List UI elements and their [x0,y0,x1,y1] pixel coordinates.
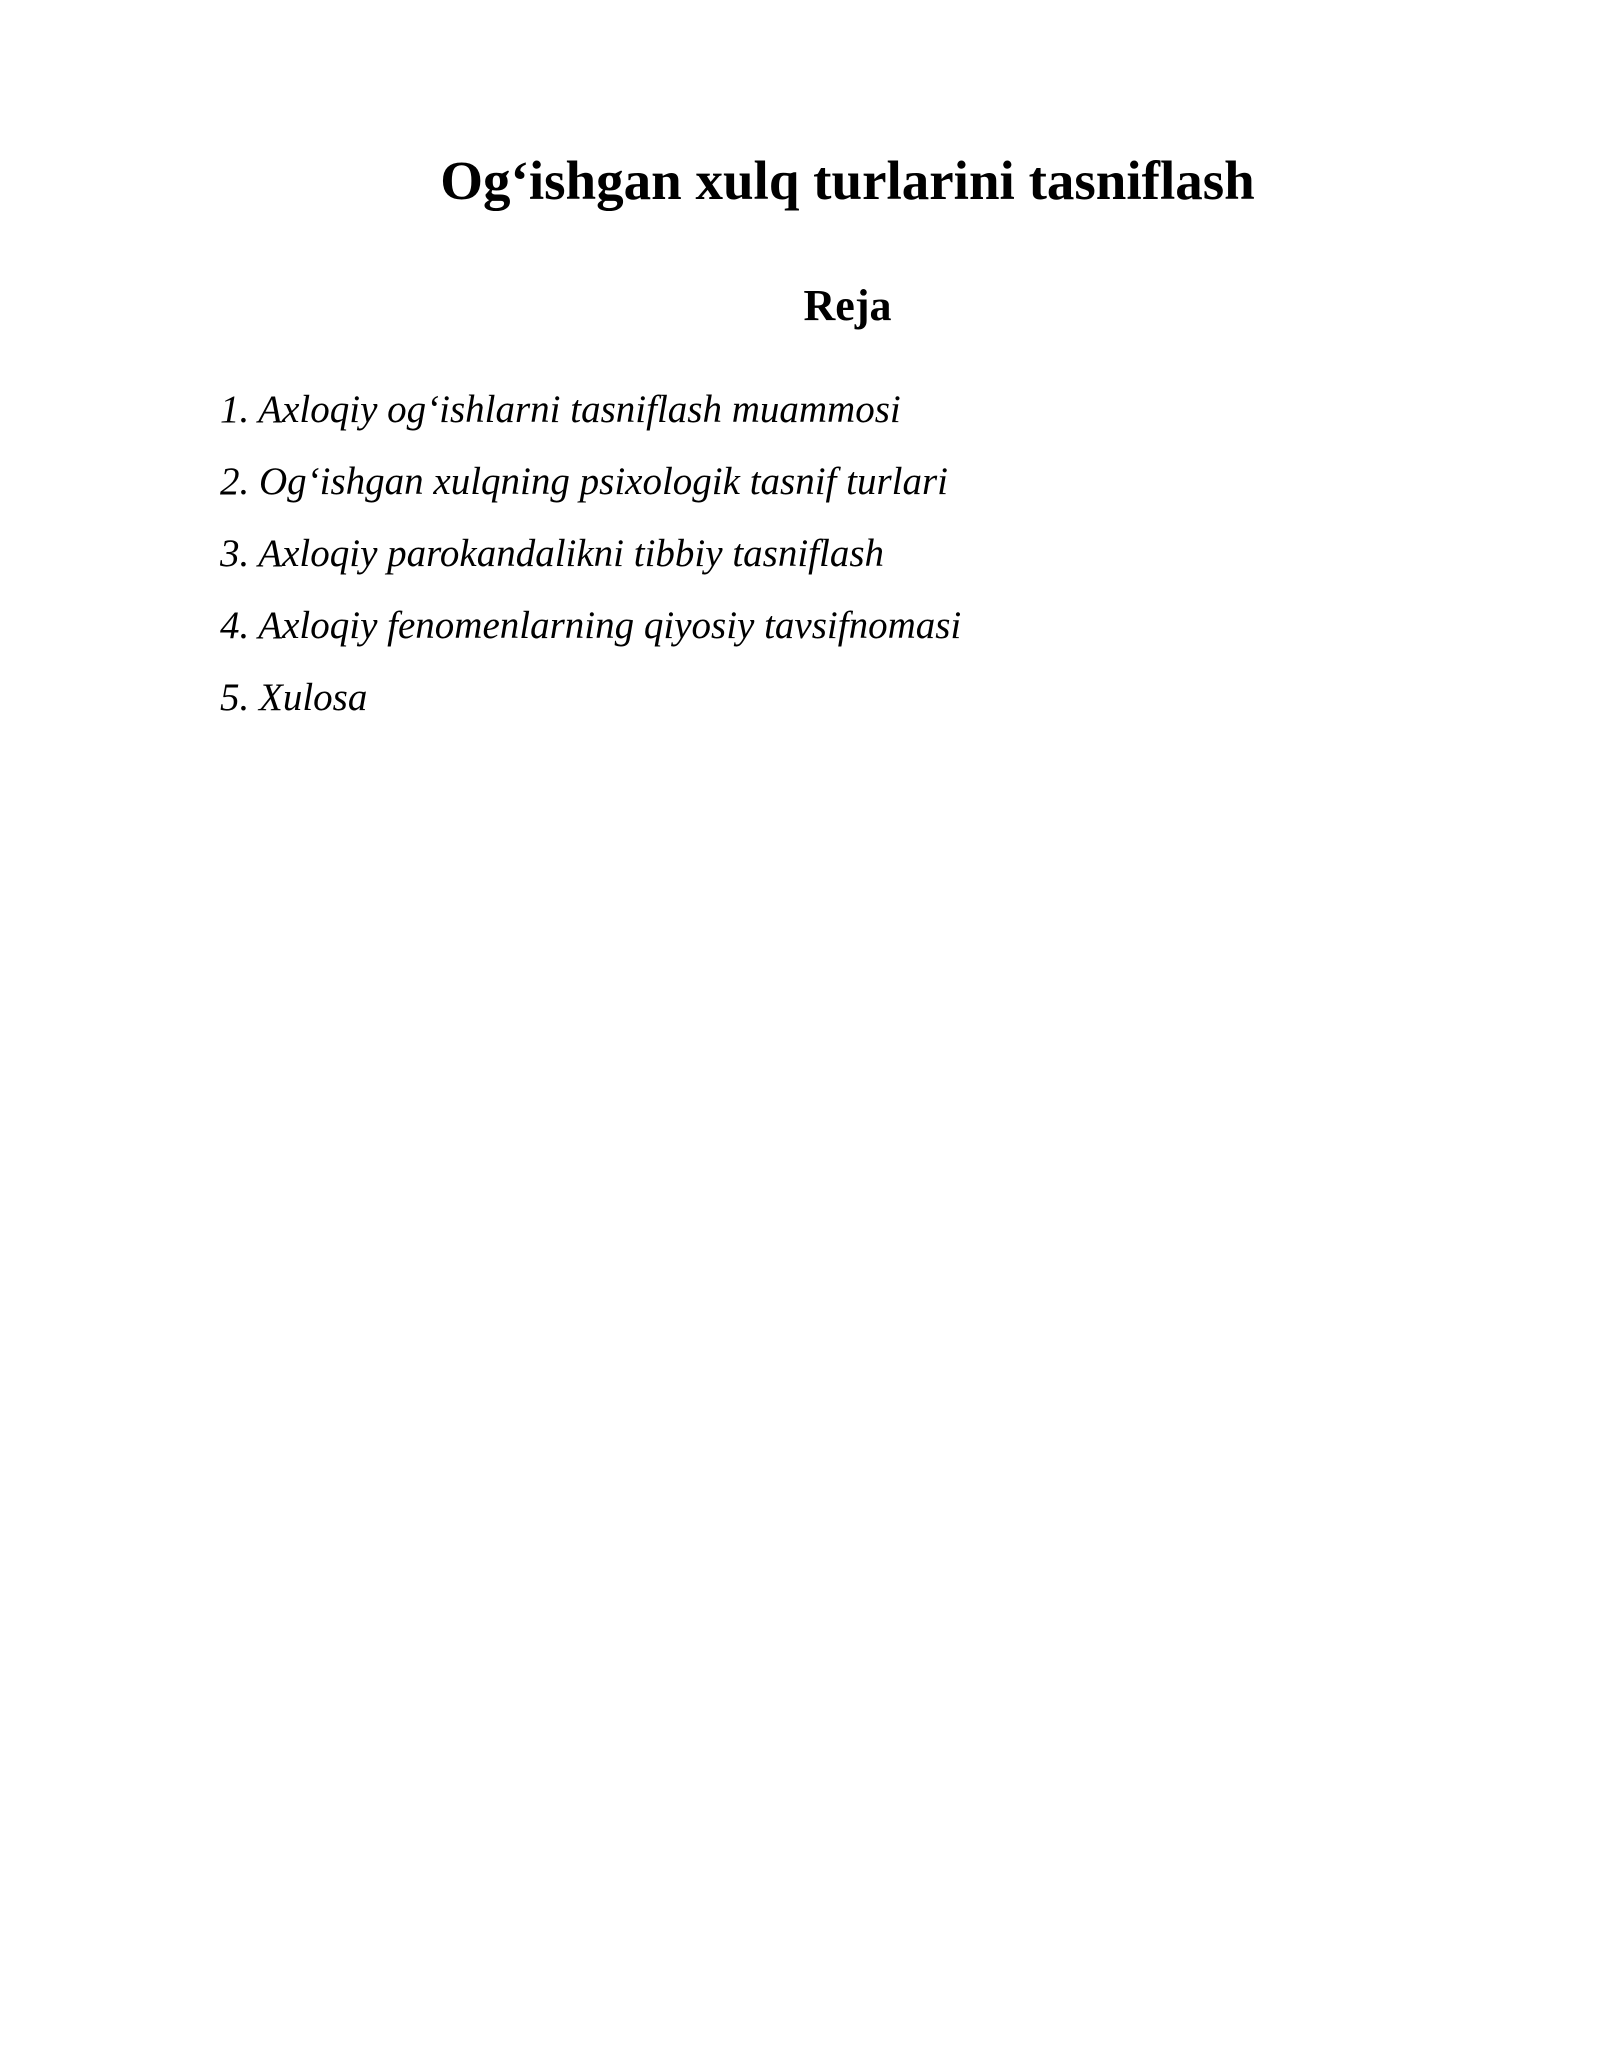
plan-item-1: 1. Axloqiy og‘ishlarni tasniflash muammosi [220,388,901,431]
plan-heading: Reja [803,281,892,330]
plan-list [220,385,961,745]
document-title: Og‘ishgan xulq turlarini tasniflash [440,150,1255,211]
plan-item-2: 2. Og‘ishgan xulqning psixologik tasnif turlari [220,460,948,503]
plan-item-4: 4. Axloqiy fenomenlarning qiyosiy tavsifnomasi [220,604,962,647]
plan-item-5: 5. Xulosa [220,676,368,719]
plan-item-3: 3. Axloqiy parokandalikni tibbiy tasniflash [220,532,885,575]
